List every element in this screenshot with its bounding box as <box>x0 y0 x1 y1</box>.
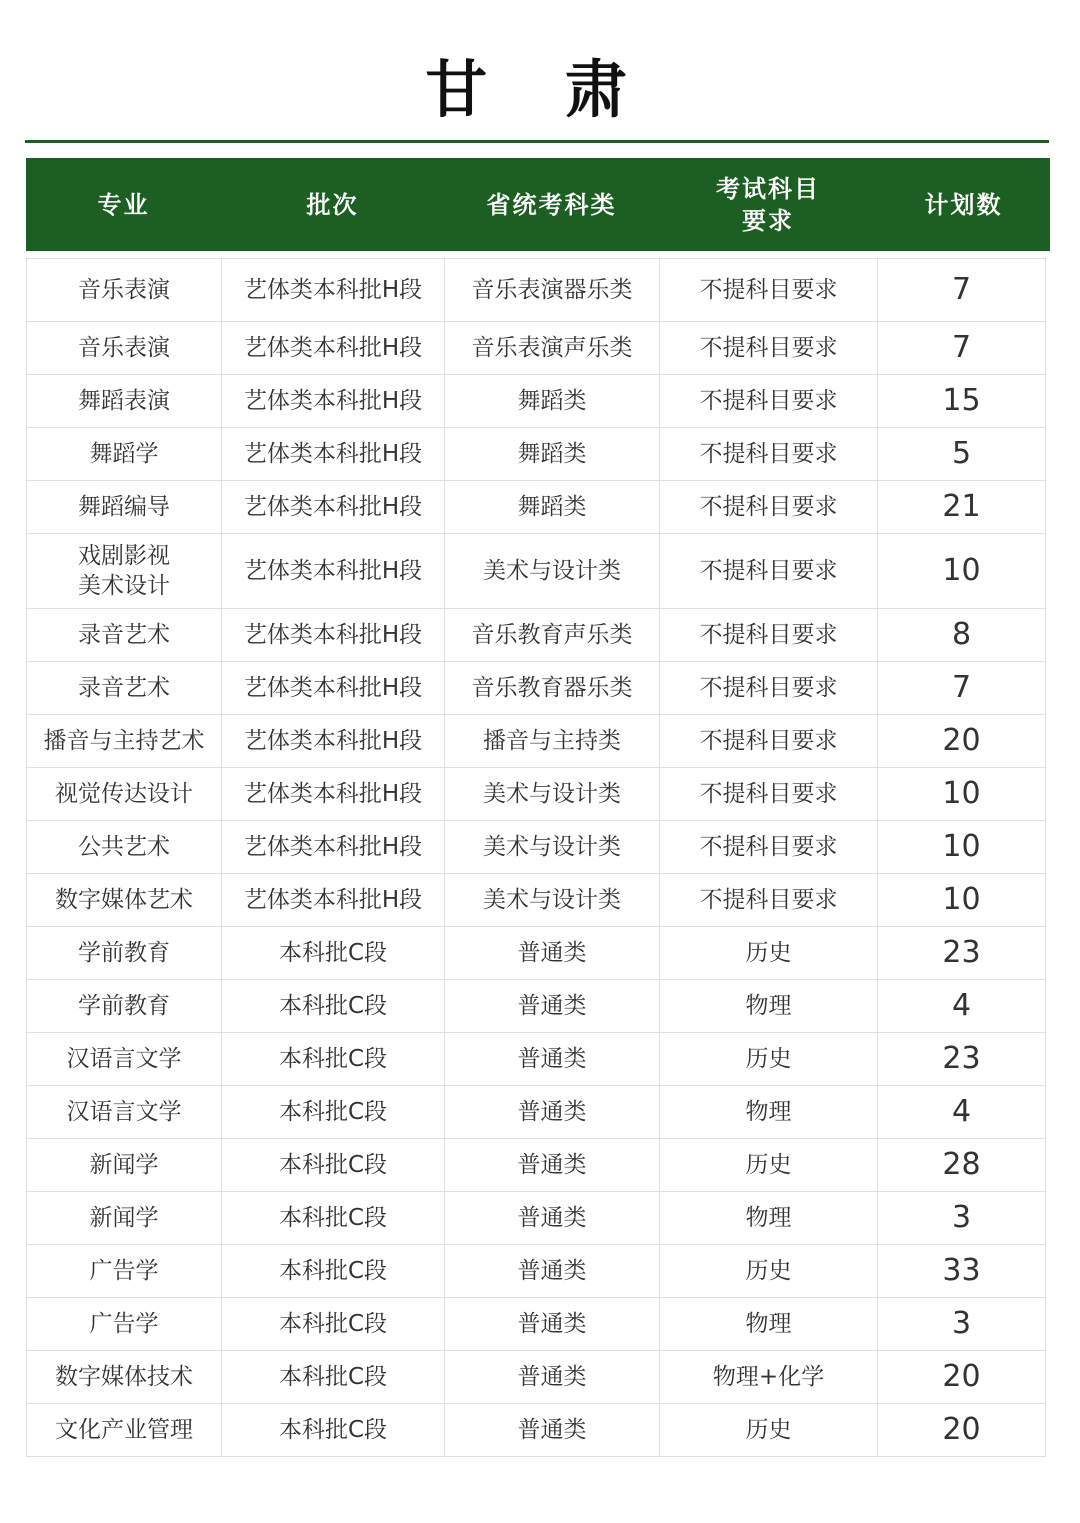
cell-plan-count: 20 <box>878 1351 1046 1404</box>
cell-plan-count: 3 <box>878 1192 1046 1245</box>
cell-batch: 艺体类本科批H段 <box>222 534 445 609</box>
table-row <box>27 1139 1046 1192</box>
cell-major: 学前教育 <box>27 980 222 1033</box>
cell-batch: 艺体类本科批H段 <box>222 768 445 821</box>
cell-batch: 艺体类本科批H段 <box>222 322 445 375</box>
cell-batch: 艺体类本科批H段 <box>222 428 445 481</box>
cell-plan-count: 23 <box>878 1033 1046 1086</box>
cell-plan-count: 10 <box>878 821 1046 874</box>
cell-batch: 艺体类本科批H段 <box>222 481 445 534</box>
table-row <box>27 927 1046 980</box>
cell-subject-requirement: 不提科目要求 <box>660 874 878 927</box>
cell-plan-count: 10 <box>878 534 1046 609</box>
table-row <box>27 1298 1046 1351</box>
cell-exam-category: 音乐教育器乐类 <box>445 662 660 715</box>
cell-subject-requirement: 物理+化学 <box>660 1351 878 1404</box>
cell-subject-requirement: 物理 <box>660 980 878 1033</box>
cell-major: 数字媒体艺术 <box>27 874 222 927</box>
cell-batch: 艺体类本科批H段 <box>222 821 445 874</box>
cell-subject-requirement: 历史 <box>660 1139 878 1192</box>
cell-major: 录音艺术 <box>27 609 222 662</box>
page-title: 甘 肃 <box>425 53 655 126</box>
cell-major: 音乐表演 <box>27 322 222 375</box>
cell-major: 数字媒体技术 <box>27 1351 222 1404</box>
cell-major: 新闻学 <box>27 1139 222 1192</box>
cell-exam-category: 普通类 <box>445 1139 660 1192</box>
table-row <box>27 1033 1046 1086</box>
table-row <box>27 1192 1046 1245</box>
cell-major: 广告学 <box>27 1298 222 1351</box>
table-row <box>27 662 1046 715</box>
cell-subject-requirement: 历史 <box>660 927 878 980</box>
cell-major: 汉语言文学 <box>27 1033 222 1086</box>
cell-subject-requirement: 不提科目要求 <box>660 375 878 428</box>
cell-batch: 艺体类本科批H段 <box>222 259 445 322</box>
cell-batch: 本科批C段 <box>222 1245 445 1298</box>
cell-plan-count: 5 <box>878 428 1046 481</box>
table-row <box>27 534 1046 609</box>
cell-batch: 艺体类本科批H段 <box>222 609 445 662</box>
cell-major: 学前教育 <box>27 927 222 980</box>
cell-plan-count: 20 <box>878 1404 1046 1457</box>
cell-plan-count: 28 <box>878 1139 1046 1192</box>
cell-plan-count: 20 <box>878 715 1046 768</box>
cell-exam-category: 美术与设计类 <box>445 768 660 821</box>
cell-plan-count: 23 <box>878 927 1046 980</box>
cell-exam-category: 音乐教育声乐类 <box>445 609 660 662</box>
cell-exam-category: 音乐表演声乐类 <box>445 322 660 375</box>
cell-major: 舞蹈表演 <box>27 375 222 428</box>
cell-exam-category: 播音与主持类 <box>445 715 660 768</box>
cell-batch: 本科批C段 <box>222 980 445 1033</box>
cell-major: 舞蹈编导 <box>27 481 222 534</box>
header-exam-category: 省统考科类 <box>486 190 617 219</box>
cell-major: 舞蹈学 <box>27 428 222 481</box>
table-header <box>26 158 1050 251</box>
header-major: 专业 <box>97 190 150 219</box>
cell-plan-count: 4 <box>878 980 1046 1033</box>
cell-batch: 本科批C段 <box>222 1351 445 1404</box>
cell-subject-requirement: 历史 <box>660 1033 878 1086</box>
table-body <box>27 259 1046 1457</box>
cell-exam-category: 普通类 <box>445 1033 660 1086</box>
cell-major: 视觉传达设计 <box>27 768 222 821</box>
cell-batch: 艺体类本科批H段 <box>222 375 445 428</box>
cell-plan-count: 7 <box>878 259 1046 322</box>
table-row <box>27 1086 1046 1139</box>
cell-exam-category: 美术与设计类 <box>445 874 660 927</box>
cell-major: 音乐表演 <box>27 259 222 322</box>
cell-batch: 艺体类本科批H段 <box>222 874 445 927</box>
cell-exam-category: 普通类 <box>445 1351 660 1404</box>
cell-exam-category: 舞蹈类 <box>445 428 660 481</box>
cell-major: 公共艺术 <box>27 821 222 874</box>
cell-subject-requirement: 不提科目要求 <box>660 662 878 715</box>
cell-plan-count: 3 <box>878 1298 1046 1351</box>
header-plan-count: 计划数 <box>924 190 1003 219</box>
cell-exam-category: 普通类 <box>445 1086 660 1139</box>
cell-major: 汉语言文学 <box>27 1086 222 1139</box>
cell-batch: 本科批C段 <box>222 1086 445 1139</box>
cell-plan-count: 33 <box>878 1245 1046 1298</box>
cell-exam-category: 舞蹈类 <box>445 481 660 534</box>
cell-exam-category: 普通类 <box>445 1404 660 1457</box>
cell-plan-count: 10 <box>878 768 1046 821</box>
cell-batch: 本科批C段 <box>222 1033 445 1086</box>
cell-plan-count: 8 <box>878 609 1046 662</box>
cell-subject-requirement: 不提科目要求 <box>660 481 878 534</box>
cell-subject-requirement: 不提科目要求 <box>660 821 878 874</box>
table-row <box>27 375 1046 428</box>
table-row <box>27 428 1046 481</box>
cell-batch: 本科批C段 <box>222 1192 445 1245</box>
cell-plan-count: 7 <box>878 322 1046 375</box>
table-row <box>27 259 1046 322</box>
cell-plan-count: 4 <box>878 1086 1046 1139</box>
cell-batch: 本科批C段 <box>222 927 445 980</box>
table-row <box>27 980 1046 1033</box>
header-batch: 批次 <box>306 190 359 219</box>
cell-major: 广告学 <box>27 1245 222 1298</box>
cell-exam-category: 舞蹈类 <box>445 375 660 428</box>
cell-subject-requirement: 物理 <box>660 1086 878 1139</box>
table-row <box>27 715 1046 768</box>
cell-subject-requirement: 物理 <box>660 1298 878 1351</box>
cell-batch: 本科批C段 <box>222 1139 445 1192</box>
cell-plan-count: 7 <box>878 662 1046 715</box>
table-row <box>27 481 1046 534</box>
table-row <box>27 874 1046 927</box>
header-subject-requirement: 考试科目 要求 <box>716 174 820 235</box>
cell-major: 播音与主持艺术 <box>27 715 222 768</box>
cell-major: 新闻学 <box>27 1192 222 1245</box>
cell-batch: 艺体类本科批H段 <box>222 715 445 768</box>
table-row <box>27 768 1046 821</box>
table-row <box>27 322 1046 375</box>
cell-major: 文化产业管理 <box>27 1404 222 1457</box>
cell-exam-category: 普通类 <box>445 1192 660 1245</box>
cell-exam-category: 普通类 <box>445 927 660 980</box>
cell-batch: 本科批C段 <box>222 1404 445 1457</box>
cell-major: 录音艺术 <box>27 662 222 715</box>
cell-subject-requirement: 不提科目要求 <box>660 259 878 322</box>
cell-batch: 艺体类本科批H段 <box>222 662 445 715</box>
cell-exam-category: 美术与设计类 <box>445 821 660 874</box>
cell-major: 戏剧影视 美术设计 <box>27 534 222 609</box>
cell-subject-requirement: 不提科目要求 <box>660 715 878 768</box>
cell-subject-requirement: 物理 <box>660 1192 878 1245</box>
cell-exam-category: 美术与设计类 <box>445 534 660 609</box>
cell-subject-requirement: 不提科目要求 <box>660 322 878 375</box>
cell-subject-requirement: 历史 <box>660 1245 878 1298</box>
table-row <box>27 1404 1046 1457</box>
table-row <box>27 609 1046 662</box>
cell-batch: 本科批C段 <box>222 1298 445 1351</box>
enrollment-plan-table <box>26 258 1046 1457</box>
cell-subject-requirement: 不提科目要求 <box>660 609 878 662</box>
cell-subject-requirement: 不提科目要求 <box>660 428 878 481</box>
cell-exam-category: 普通类 <box>445 1298 660 1351</box>
cell-subject-requirement: 不提科目要求 <box>660 534 878 609</box>
cell-exam-category: 音乐表演器乐类 <box>445 259 660 322</box>
cell-exam-category: 普通类 <box>445 980 660 1033</box>
table-row <box>27 1351 1046 1404</box>
cell-exam-category: 普通类 <box>445 1245 660 1298</box>
table-row <box>27 821 1046 874</box>
cell-plan-count: 15 <box>878 375 1046 428</box>
table-row <box>27 1245 1046 1298</box>
cell-subject-requirement: 不提科目要求 <box>660 768 878 821</box>
cell-subject-requirement: 历史 <box>660 1404 878 1457</box>
title-divider <box>25 140 1049 143</box>
cell-plan-count: 21 <box>878 481 1046 534</box>
cell-plan-count: 10 <box>878 874 1046 927</box>
